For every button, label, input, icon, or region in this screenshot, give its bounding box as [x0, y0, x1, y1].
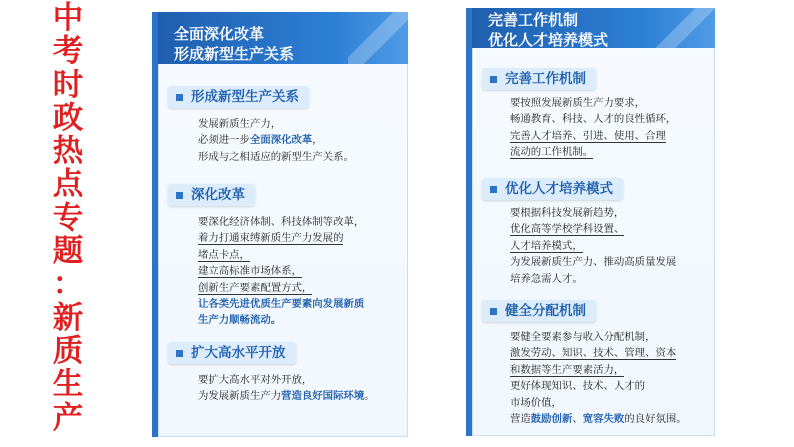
- highlight-text: 全面深化改革: [249, 134, 313, 147]
- section-title-opening: [168, 342, 296, 364]
- left-header-line: 形成新型生产关系: [174, 45, 295, 63]
- square-bullet-icon: [490, 76, 497, 83]
- section-title-text: 扩大高水平开放: [191, 345, 286, 361]
- side-title-char: 时: [52, 67, 84, 103]
- left-header-line: 全面深化改革: [174, 25, 265, 43]
- section-body: [510, 329, 687, 427]
- text-line: 培养急需人才。: [510, 272, 583, 285]
- side-title-char: 产: [52, 400, 84, 436]
- left-panel-header: [158, 12, 408, 64]
- text-line: 形成与之相适应的新型生产关系。: [198, 150, 354, 163]
- section-title-text: 形成新型生产关系: [191, 89, 299, 105]
- side-title-char: 专: [52, 200, 84, 236]
- text-line: 和数据等生产要素活力，: [510, 363, 625, 376]
- section-title-text: 健全分配机制: [505, 303, 586, 319]
- text-line: 要扩大高水平对外开放，: [198, 374, 313, 386]
- text-line: 营造鼓励创新、宽容失败的良好氛围。: [510, 413, 687, 426]
- side-title-char: 热: [52, 134, 84, 170]
- text-line: 完善人才培养、引进、使用、合理: [510, 129, 666, 142]
- text-line: 为发展新质生产力、推动高质量发展: [510, 256, 677, 269]
- section-title-distribution: [482, 300, 596, 322]
- section-title-talent-model: [482, 178, 623, 200]
- highlight-text: 营造良好国际环境: [281, 390, 365, 403]
- side-title-char: 点: [52, 167, 84, 203]
- right-header-line: 优化人才培养模式: [488, 31, 609, 49]
- side-title: [48, 2, 88, 435]
- left-panel: [152, 12, 408, 437]
- square-bullet-icon: [176, 94, 183, 101]
- text-line: 着力打通束缚新质生产力发展的: [198, 232, 344, 245]
- text-line: 流动的工作机制。: [510, 146, 594, 159]
- square-bullet-icon: [176, 192, 183, 199]
- highlight-text: 鼓励创新: [530, 413, 573, 426]
- square-bullet-icon: [490, 186, 497, 193]
- right-header-line: 完善工作机制: [488, 11, 579, 29]
- section-body: [198, 372, 375, 405]
- right-panel: [466, 8, 715, 436]
- right-panel-header: [472, 8, 715, 48]
- text-line: 优化高等学校学科设置、: [510, 223, 625, 236]
- text-line: 建立高标准市场体系，: [198, 265, 302, 278]
- section-title-reform: [168, 184, 255, 206]
- header-decoration: [655, 8, 715, 48]
- section-title-text: 优化人才培养模式: [505, 181, 613, 197]
- section-body: [198, 116, 354, 165]
- text-line: 更好体现知识、技术、人才的: [510, 380, 646, 393]
- section-body: [510, 95, 676, 161]
- section-body: [198, 214, 364, 329]
- text-line: 发展新质生产力，: [198, 118, 282, 130]
- text-line: 人才培养模式，: [510, 239, 583, 252]
- section-title-text: 深化改革: [191, 187, 245, 203]
- text-line: 必须进一步全面深化改革，: [198, 134, 323, 147]
- text-line: 堵点卡点，: [198, 248, 250, 261]
- text-line: 要根据科技发展新趋势，: [510, 207, 625, 219]
- text-line: 要按照发展新质生产力要求，: [510, 97, 646, 109]
- text-line: 让各类先进优质生产要素向发展新质: [198, 298, 365, 311]
- text-line: 生产力顺畅流动。: [198, 314, 282, 327]
- highlight-text: 宽容失败: [582, 413, 625, 426]
- side-title-char: 质: [52, 333, 84, 369]
- section-title-text: 完善工作机制: [505, 71, 586, 87]
- side-title-char: 政: [52, 100, 84, 136]
- square-bullet-icon: [490, 308, 497, 315]
- section-body: [510, 205, 676, 287]
- text-line: 创新生产要素配置方式，: [198, 281, 313, 294]
- text-line: 要深化经济体制、科技体制等改革，: [198, 216, 365, 228]
- text-line: 为发展新质生产力营造良好国际环境。: [198, 390, 375, 403]
- text-line: 市场价值，: [510, 396, 562, 409]
- text-line: 激发劳动、知识、技术、管理、资本: [510, 347, 677, 360]
- square-bullet-icon: [176, 350, 183, 357]
- side-title-char: 生: [52, 367, 84, 403]
- side-title-char: ：: [52, 267, 84, 303]
- header-decoration: [348, 12, 408, 64]
- section-title-new-relations: [168, 86, 309, 108]
- side-title-char: 新: [52, 300, 84, 336]
- text-line: 要健全要素参与收入分配机制，: [510, 331, 656, 343]
- side-title-char: 题: [52, 234, 84, 270]
- side-title-char: 考: [52, 34, 84, 70]
- section-title-work-mechanism: [482, 68, 596, 90]
- text-line: 畅通教育、科技、人才的良性循环，: [510, 113, 677, 126]
- side-title-char: 中: [52, 1, 84, 36]
